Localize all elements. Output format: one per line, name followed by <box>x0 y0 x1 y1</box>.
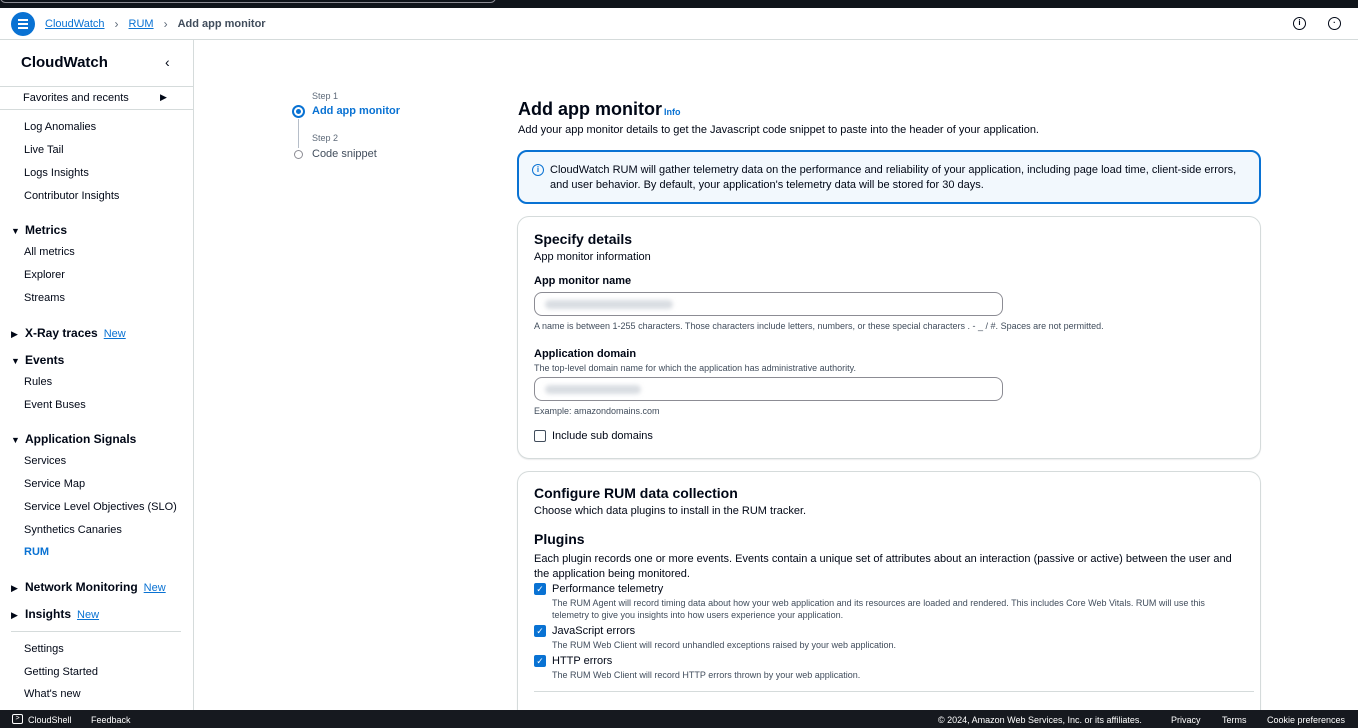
configure-rum-subtitle: Choose which data plugins to install in the RUM tracker. <box>534 505 807 517</box>
xray-label: X-Ray traces <box>25 326 98 340</box>
application-domain-label: Application domain <box>534 348 637 360</box>
app-signals-label: Application Signals <box>25 432 137 446</box>
step-active-indicator-icon <box>292 105 305 118</box>
redacted-value <box>545 300 673 309</box>
breadcrumb-bar <box>0 8 1358 40</box>
network-label: Network Monitoring <box>25 580 138 594</box>
breadcrumb <box>45 17 266 31</box>
feedback-link[interactable]: Feedback <box>91 715 131 725</box>
plugins-title: Plugins <box>534 531 585 547</box>
breadcrumb-rum[interactable]: RUM <box>128 18 154 30</box>
breadcrumb-current: Add app monitor <box>177 18 266 30</box>
breadcrumb-cloudwatch[interactable]: CloudWatch <box>45 18 105 30</box>
caret-down-icon: ▼ <box>11 226 20 236</box>
sidebar-item-logs-insights[interactable]: Logs Insights <box>24 167 89 179</box>
step-1-name[interactable]: Add app monitor <box>312 105 400 117</box>
cookie-preferences-link[interactable]: Cookie preferences <box>1267 715 1346 725</box>
sidebar-item-settings[interactable]: Settings <box>24 643 64 655</box>
sidebar-item-log-anomalies[interactable]: Log Anomalies <box>24 121 97 133</box>
insights-label: Insights <box>25 607 72 621</box>
page-title: Add app monitor <box>518 99 662 119</box>
sidebar-item-explorer[interactable]: Explorer <box>24 269 65 281</box>
step-2-name: Code snippet <box>312 148 377 160</box>
console-footer <box>0 710 1358 728</box>
configure-rum-title: Configure RUM data collection <box>534 485 738 501</box>
cloudshell-link[interactable]: CloudShell <box>28 715 72 725</box>
copyright-text: © 2024, Amazon Web Services, Inc. or its affiliates. <box>938 715 1142 725</box>
sidebar-item-service-map[interactable]: Service Map <box>24 478 86 490</box>
info-circle-icon: i <box>532 164 544 176</box>
include-subdomains-label[interactable]: Include sub domains <box>552 430 653 442</box>
sidebar-item-event-buses[interactable]: Event Buses <box>24 399 86 411</box>
sidebar-item-rules[interactable]: Rules <box>24 376 53 388</box>
menu-icon[interactable] <box>11 12 35 36</box>
caret-right-icon: ▶ <box>11 583 18 593</box>
configure-rum-card <box>517 471 1261 721</box>
caret-down-icon: ▼ <box>11 435 20 445</box>
cloudshell-icon[interactable]: > <box>12 714 23 724</box>
sidebar-section-metrics[interactable] <box>11 223 67 237</box>
sidebar-title[interactable]: CloudWatch <box>21 54 108 71</box>
app-monitor-name-input[interactable] <box>534 292 1003 316</box>
sidebar-item-contributor-insights[interactable]: Contributor Insights <box>24 190 120 202</box>
privacy-link[interactable]: Privacy <box>1171 715 1201 725</box>
include-subdomains-checkbox[interactable] <box>534 430 546 442</box>
javascript-errors-description: The RUM Web Client will record unhandled exceptions raised by your web application. <box>552 640 897 650</box>
caret-right-icon: ▶ <box>160 92 167 102</box>
app-monitor-name-hint: A name is between 1-255 characters. Those characters include letters, numbers, or these special characters . - _ / #. Spaces are not permitted. <box>534 321 1104 331</box>
sidebar-item-synthetics-canaries[interactable]: Synthetics Canaries <box>24 524 122 536</box>
http-errors-label[interactable]: HTTP errors <box>552 655 613 667</box>
alert-text: CloudWatch RUM will gather telemetry data on the performance and reliability of your application, including page load time, client-side errors, and user behavior. By default, your application's telemetry data will be stored for 30 days. <box>550 164 1237 191</box>
javascript-errors-checkbox[interactable]: ✓ <box>534 625 546 637</box>
app-monitor-name-label: App monitor name <box>534 275 632 287</box>
plugins-description: Each plugin records one or more events. Events contain a unique set of attributes about an interaction (passive or active) between the user and the application being monitored. <box>534 553 1232 580</box>
search-bar-edge[interactable] <box>0 0 496 3</box>
new-badge[interactable]: New <box>143 582 166 594</box>
side-navigation <box>0 40 194 710</box>
step-inactive-indicator-icon <box>294 150 303 159</box>
sidebar-item-live-tail[interactable]: Live Tail <box>24 144 64 156</box>
http-errors-description: The RUM Web Client will record HTTP errors thrown by your web application. <box>552 670 861 680</box>
step-1-label: Step 1 <box>312 91 339 101</box>
sidebar-item-rum[interactable]: RUM <box>24 546 50 558</box>
top-navigation-strip <box>0 0 1358 8</box>
application-domain-description: The top-level domain name for which the application has administrative authority. <box>534 363 857 373</box>
performance-telemetry-description: The RUM Agent will record timing data about how your web application and its resources are loaded and rendered. This includes Core Web Vitals. RUM will use this telemetry to give you insights into how users experience your application. <box>552 598 1205 620</box>
sidebar-item-streams[interactable]: Streams <box>24 292 65 304</box>
performance-telemetry-label[interactable]: Performance telemetry <box>552 583 664 595</box>
page-description: Add your app monitor details to get the Javascript code snippet to paste into the header of your application. <box>518 124 1039 136</box>
sidebar-divider <box>11 631 181 632</box>
sidebar-section-application-signals[interactable] <box>11 432 136 446</box>
sidebar-section-events[interactable] <box>11 353 64 367</box>
specify-details-title: Specify details <box>534 231 633 247</box>
application-domain-input[interactable] <box>534 377 1003 401</box>
info-alert <box>517 150 1261 204</box>
sidebar-item-slo[interactable]: Service Level Objectives (SLO) <box>24 501 177 513</box>
chevron-left-icon[interactable]: ‹ <box>165 54 170 70</box>
caret-right-icon: ▶ <box>11 329 18 339</box>
favorites-label: Favorites and recents <box>23 92 129 104</box>
chevron-right-icon: › <box>114 17 119 31</box>
sidebar-favorites[interactable] <box>0 86 193 110</box>
new-badge[interactable]: New <box>77 609 100 621</box>
sidebar-section-insights[interactable] <box>11 607 99 621</box>
info-circle-icon[interactable]: i <box>1293 17 1306 30</box>
events-label: Events <box>25 353 65 367</box>
sidebar-item-getting-started[interactable]: Getting Started <box>24 666 98 678</box>
application-domain-example: Example: amazondomains.com <box>534 406 660 416</box>
step-2-label: Step 2 <box>312 133 339 143</box>
sidebar-item-all-metrics[interactable]: All metrics <box>24 246 75 258</box>
notifications-icon[interactable]: · <box>1328 17 1341 30</box>
sidebar-item-services[interactable]: Services <box>24 455 67 467</box>
plugins-divider <box>534 691 1254 692</box>
specify-details-subtitle: App monitor information <box>534 251 651 263</box>
http-errors-checkbox[interactable]: ✓ <box>534 655 546 667</box>
redacted-value <box>545 385 641 394</box>
sidebar-section-xray[interactable] <box>11 326 126 340</box>
terms-link[interactable]: Terms <box>1222 715 1247 725</box>
new-badge[interactable]: New <box>103 328 126 340</box>
metrics-label: Metrics <box>25 223 68 237</box>
performance-telemetry-checkbox[interactable]: ✓ <box>534 583 546 595</box>
info-link[interactable]: Info <box>664 107 681 117</box>
specify-details-card <box>517 216 1261 459</box>
chevron-right-icon: › <box>163 17 168 31</box>
caret-down-icon: ▼ <box>11 356 20 366</box>
sidebar-item-whats-new[interactable]: What's new <box>24 688 81 700</box>
sidebar-section-network-monitoring[interactable] <box>11 580 166 594</box>
caret-right-icon: ▶ <box>11 610 18 620</box>
javascript-errors-label[interactable]: JavaScript errors <box>552 625 636 637</box>
step-connector <box>298 119 299 148</box>
